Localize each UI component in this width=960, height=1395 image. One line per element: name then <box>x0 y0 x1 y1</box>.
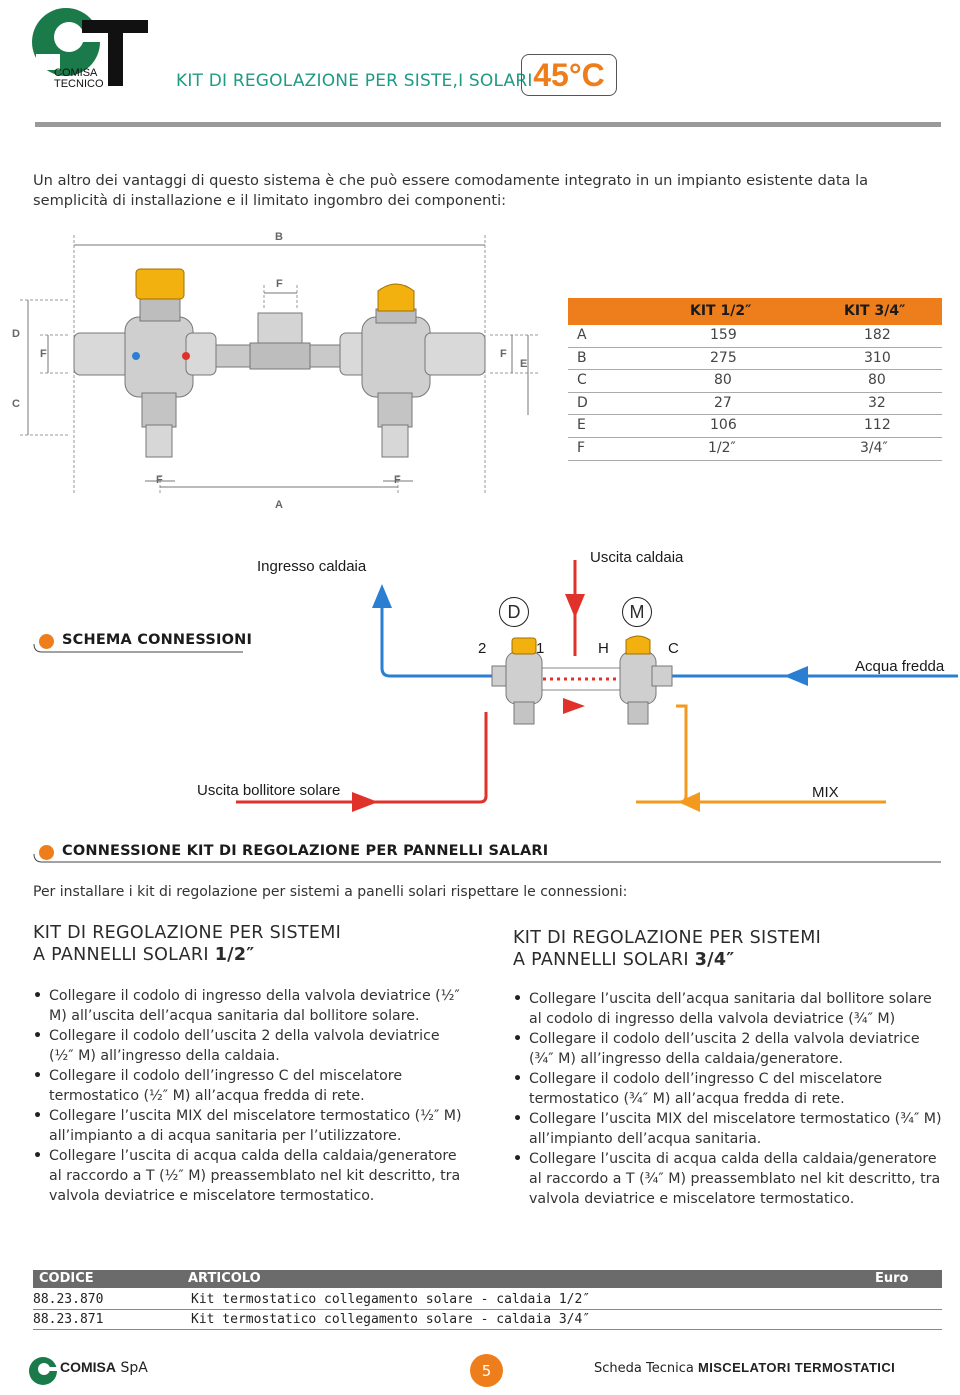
label-boiler-out: Uscita caldaia <box>590 549 684 566</box>
list-item: • Collegare l’uscita di acqua calda della caldaia/generatore al raccordo a T (¾″ M) preassemblato nel kit descritto, tra valvola deviatrice e miscelatore termostatico. <box>513 1149 943 1209</box>
list-item: • Collegare l’uscita dell’acqua sanitaria dal bollitore solare al codolo di ingresso della valvola deviatrice (¾″ M) <box>513 989 943 1029</box>
header-kit-half: KIT 1/2″ <box>690 303 752 319</box>
kit-three-quarter-instructions <box>513 989 943 1209</box>
dimensions-table-header <box>568 298 942 325</box>
dimensions-table <box>568 298 942 461</box>
table-row <box>568 393 942 416</box>
header-divider <box>35 122 941 127</box>
kit-half-title-line1: KIT DI REGOLAZIONE PER SISTEMI <box>33 923 342 943</box>
kit-three-quarter-value: 112 <box>864 417 891 434</box>
list-item: • Collegare il codolo dell’uscita 2 della valvola deviatrice (¾″ M) all’ingresso della caldaia/generatore. <box>513 1029 943 1069</box>
list-item: • Collegare l’uscita MIX del miscelatore termostatico (¾″ M) all’impianto dell’acqua sanitaria. <box>513 1109 943 1149</box>
row-label: F <box>577 439 586 456</box>
product-code: 88.23.871 <box>33 1312 104 1327</box>
kit-three-quarter-title-line2 <box>513 949 953 971</box>
valve-m-marker: M <box>622 597 652 627</box>
port-2-label: 2 <box>478 640 487 657</box>
schema-mixer-valve <box>620 636 672 724</box>
kit-half-value: 1/2″ <box>708 439 736 456</box>
footer-brand <box>60 1359 148 1376</box>
label-mix: MIX <box>812 784 839 801</box>
logo-text-line1: COMISA <box>54 67 98 79</box>
kit-half-value: 27 <box>714 394 732 411</box>
header-kit-three-quarter: KIT 3/4″ <box>844 303 906 319</box>
label-solar-out: Uscita bollitore solare <box>197 782 341 799</box>
list-item: • Collegare il codolo dell’ingresso C del miscelatore termostatico (½″ M) all’acqua fredda di rete. <box>33 1066 463 1106</box>
connection-title: CONNESSIONE KIT DI REGOLAZIONE PER PANNELLI SALARI <box>62 843 549 859</box>
table-row <box>33 1290 942 1310</box>
table-row <box>568 438 942 461</box>
table-row <box>568 348 942 371</box>
dim-label-d: D <box>12 328 20 340</box>
dim-label-b: B <box>275 231 283 243</box>
kit-three-quarter-value: 32 <box>868 394 886 411</box>
kit-half-title <box>33 922 473 966</box>
table-row <box>568 370 942 393</box>
kit-three-quarter-value: 310 <box>864 349 891 366</box>
kit-three-quarter-title-text: A PANNELLI SOLARI <box>513 950 689 970</box>
dim-label-f-right: F <box>500 348 507 360</box>
list-item: • Collegare il codolo dell’ingresso C del miscelatore termostatico (¾″ M) all’acqua fredda di rete. <box>513 1069 943 1109</box>
port-c-label: C <box>668 640 679 657</box>
page-title: KIT DI REGOLAZIONE PER SISTE,I SOLARI <box>176 71 533 91</box>
dim-label-f-top: F <box>276 278 283 290</box>
table-row <box>568 415 942 438</box>
kit-three-quarter-title <box>513 927 953 971</box>
comisa-logo <box>30 4 152 90</box>
table-row <box>33 1310 942 1330</box>
intro-paragraph: Un altro dei vantaggi di questo sistema è che può essere comodamente integrato in un impianto esistente data la semplicità di installazione e il limitato ingombro dei componenti: <box>33 172 869 209</box>
codes-table-header <box>33 1270 942 1288</box>
kit-half-value: 106 <box>710 417 737 434</box>
kit-half-size: 1/2″ <box>214 945 255 965</box>
row-label: A <box>577 327 587 343</box>
kit-half-title-text: A PANNELLI SOLARI <box>33 945 209 965</box>
list-item: • Collegare il codolo di ingresso della valvola deviatrice (½″ M) all’uscita dell’acqua sanitaria dal bollitore solare. <box>33 986 463 1026</box>
page-number: 5 <box>470 1354 503 1387</box>
footer-company: COMISA <box>60 1359 116 1375</box>
dim-label-f-bottom-right: F <box>394 474 401 486</box>
kit-three-quarter-value: 80 <box>868 372 886 389</box>
connection-diagram <box>0 540 960 820</box>
row-label: B <box>577 349 587 366</box>
kit-half-value: 159 <box>710 327 737 343</box>
footer-doc-label: Scheda Tecnica <box>594 1361 694 1376</box>
product-article: Kit termostatico collegamento solare - caldaia 1/2″ <box>191 1292 591 1307</box>
label-boiler-in: Ingresso caldaia <box>257 558 367 575</box>
list-item: • Collegare l’uscita MIX del miscelatore termostatico (½″ M) all’impianto a di acqua sanitaria per l’utilizzatore. <box>33 1106 463 1146</box>
table-row <box>568 325 942 348</box>
header-price: Euro <box>875 1271 909 1286</box>
kit-half-instructions <box>33 986 463 1206</box>
footer-document-title <box>594 1360 895 1376</box>
kit-three-quarter-title-line1: KIT DI REGOLAZIONE PER SISTEMI <box>513 928 822 948</box>
schema-title: SCHEMA CONNESSIONI <box>62 632 253 648</box>
kit-half-title-line2 <box>33 944 473 966</box>
list-item: • Collegare il codolo dell’uscita 2 della valvola deviatrice (½″ M) all’ingresso della caldaia. <box>33 1026 463 1066</box>
footer-logo-icon <box>28 1356 58 1386</box>
header-code: CODICE <box>39 1271 94 1286</box>
deviator-valve-drawing <box>74 269 216 457</box>
schema-deviator-valve <box>492 638 545 724</box>
dim-label-c: C <box>12 398 20 410</box>
connection-title-rule <box>0 850 960 870</box>
port-h-label: H <box>598 640 609 657</box>
row-label: E <box>577 417 586 434</box>
row-label: D <box>577 394 588 411</box>
list-item: • Collegare l’uscita di acqua calda della caldaia/generatore al raccordo a T (½″ M) preassemblato nel kit descritto, tra valvola deviatrice e miscelatore termostatico. <box>33 1146 463 1206</box>
kit-half-value: 275 <box>710 349 737 366</box>
port-1-label: 1 <box>536 640 545 657</box>
dim-label-f-left: F <box>40 348 47 360</box>
dimension-drawing <box>0 225 560 515</box>
kit-three-quarter-size: 3/4″ <box>694 950 735 970</box>
footer-company-suffix: SpA <box>120 1360 148 1376</box>
footer-doc-title: MISCELATORI TERMOSTATICI <box>697 1360 896 1375</box>
product-code: 88.23.870 <box>33 1292 104 1307</box>
label-cold-water: Acqua fredda <box>855 658 945 675</box>
dim-label-e: E <box>520 358 528 370</box>
kit-three-quarter-value: 182 <box>864 327 891 343</box>
kit-half-value: 80 <box>714 372 732 389</box>
row-label: C <box>577 372 587 389</box>
product-article: Kit termostatico collegamento solare - caldaia 3/4″ <box>191 1312 591 1327</box>
mixer-valve-drawing <box>340 284 485 457</box>
dim-label-f-bottom-left: F <box>156 474 163 486</box>
temperature-badge: 45°C <box>521 54 617 96</box>
header-article: ARTICOLO <box>188 1271 261 1286</box>
kit-three-quarter-value: 3/4″ <box>860 439 888 456</box>
valve-d-marker: D <box>499 597 529 627</box>
logo-text-line2: TECNICO <box>54 78 104 90</box>
dim-label-a: A <box>275 499 283 511</box>
install-intro: Per installare i kit di regolazione per sistemi a panelli solari rispettare le connessioni: <box>33 884 628 900</box>
